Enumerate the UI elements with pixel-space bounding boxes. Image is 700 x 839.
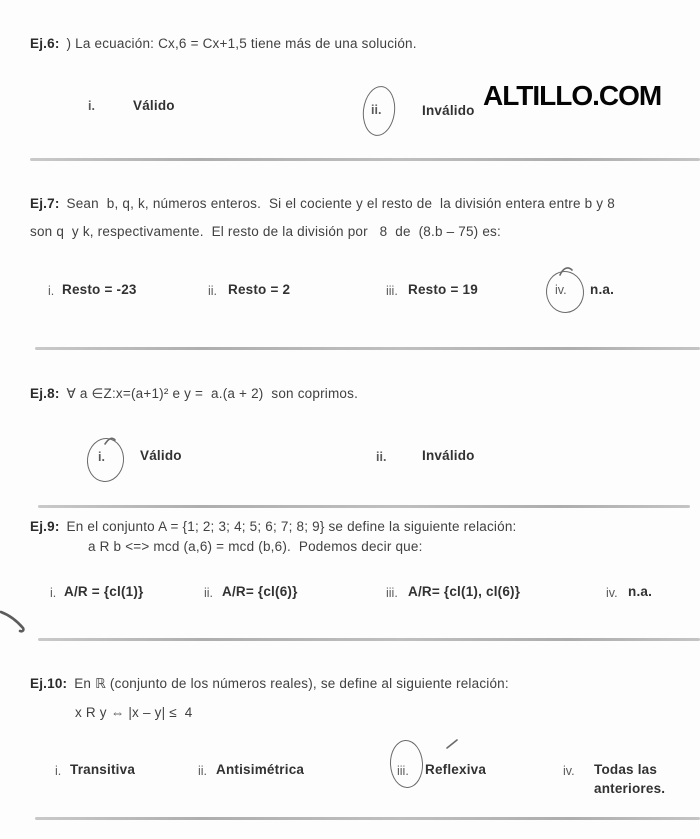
ej10-option-ii-label: Antisimétrica [216, 762, 305, 777]
ej9-pen-stroke-mark [0, 608, 40, 638]
ej9-option-iii-label: A/R= {cl(1), cl(6)} [408, 584, 521, 599]
ej8-option-ii-numeral: ii. [376, 450, 387, 464]
question-ej9-body-line2: a R b <=> mcd (a,6) = mcd (b,6). Podemos decir que: [88, 539, 423, 554]
question-ej10-body-line2: x R y ⇔ |x – y| ≤ 4 [75, 705, 193, 720]
question-ej6-body: ) La ecuación: Cx,6 = Cx+1,5 tiene más de una solución. [66, 36, 417, 51]
ej10-option-iii-numeral: iii. [397, 764, 409, 778]
question-ej7-text-line2 [30, 224, 501, 240]
ej10-tick-pen-mark [444, 738, 460, 750]
ej7-circle-tail-mark [558, 265, 574, 277]
ej7-option-i-numeral: i. [48, 284, 55, 298]
altillo-watermark: ALTILLO.COM [483, 80, 662, 111]
ej7-option-ii-label: Resto = 2 [228, 282, 291, 297]
question-ej8-label: Ej.8: [30, 386, 60, 401]
ej7-option-iii-numeral: iii. [386, 284, 398, 298]
question-ej10-label: Ej.10: [30, 676, 68, 691]
ej9-option-iv-numeral: iv. [606, 586, 618, 600]
question-ej7-body-line1: Sean b, q, k, números enteros. Si el cociente y el resto de la división entera entre b y 8 [66, 196, 615, 211]
ej8-option-i-label: Válido [140, 448, 182, 463]
question-ej8-body: ∀ a ∈Z:x=(a+1)² e y = a.(a + 2) son coprimos. [66, 386, 359, 401]
ej9-option-i-numeral: i. [50, 586, 57, 600]
ej6-option-ii-label: Inválido [422, 103, 475, 118]
ej9-option-i-label: A/R = {cl(1)} [64, 584, 144, 599]
question-ej8-text [30, 386, 358, 402]
ej10-option-iv-label-line1: Todas las [594, 762, 658, 777]
ej9-option-ii-numeral: ii. [204, 586, 214, 600]
question-ej9-label: Ej.9: [30, 519, 60, 534]
question-ej7-text-line1 [30, 196, 615, 212]
ej9-option-iii-numeral: iii. [386, 586, 398, 600]
ej6-option-i-label: Válido [133, 98, 175, 113]
question-ej6-label: Ej.6: [30, 36, 60, 51]
question-ej7-body-line2: son q y k, respectivamente. El resto de la división por 8 de (8.b – 75) es: [30, 224, 501, 239]
section-divider-3 [38, 505, 690, 508]
ej6-option-i-numeral: i. [88, 99, 95, 113]
ej7-option-iv-label: n.a. [590, 282, 615, 297]
question-ej9-text-line2 [88, 539, 423, 555]
question-ej10-text-line2 [75, 705, 192, 721]
ej8-option-i-numeral: i. [98, 450, 105, 464]
ej10-option-iv-numeral: iv. [563, 764, 575, 778]
ej9-option-iv-label: n.a. [628, 584, 653, 599]
ej7-option-ii-numeral: ii. [208, 284, 218, 298]
ej6-option-ii-numeral: ii. [371, 103, 382, 117]
section-divider-5 [35, 817, 700, 820]
ej10-option-i-numeral: i. [55, 764, 62, 778]
question-ej10-body-line1: En ℝ (conjunto de los números reales), se define al siguiente relación: [74, 676, 509, 691]
question-ej7-label: Ej.7: [30, 196, 60, 211]
question-ej9-text-line1 [30, 519, 517, 535]
section-divider-1 [30, 158, 700, 161]
ej10-option-iii-label: Reflexiva [425, 762, 487, 777]
ej10-option-i-label: Transitiva [70, 762, 136, 777]
ej8-option-ii-label: Inválido [422, 448, 475, 463]
ej10-option-ii-numeral: ii. [198, 764, 208, 778]
ej8-circle-tail-mark [103, 434, 117, 446]
section-divider-4 [38, 638, 700, 641]
question-ej6-text [30, 36, 417, 52]
question-ej9-body-line1: En el conjunto A = {1; 2; 3; 4; 5; 6; 7; 8; 9} se define la siguiente relación: [66, 519, 517, 534]
ej7-option-i-label: Resto = -23 [62, 282, 137, 297]
ej9-option-ii-label: A/R= {cl(6)} [222, 584, 298, 599]
ej10-option-iv-label-line2: anteriores. [594, 781, 666, 796]
ej7-option-iv-numeral: iv. [555, 283, 567, 297]
ej7-option-iii-label: Resto = 19 [408, 282, 478, 297]
question-ej10-text-line1 [30, 676, 509, 692]
section-divider-2 [35, 347, 700, 350]
